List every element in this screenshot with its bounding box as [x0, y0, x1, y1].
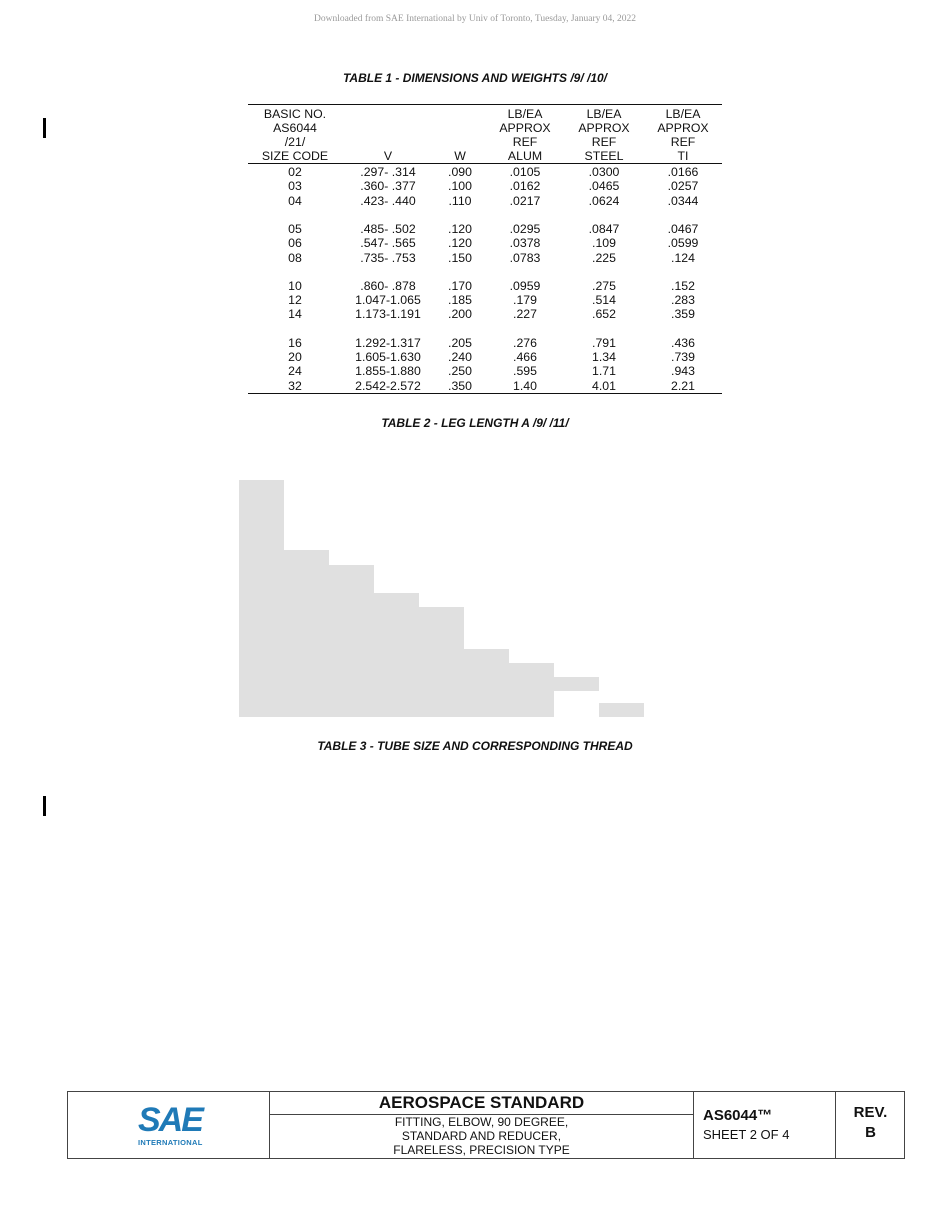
- table-cell: .0783: [509, 250, 541, 265]
- column-header: /21/: [284, 135, 306, 149]
- table-cell: 10: [288, 278, 302, 293]
- table-cell: .0300: [588, 165, 620, 179]
- table2-title: TABLE 2 - LEG LENGTH A /9/ /11/: [381, 416, 569, 430]
- table3-title: TABLE 3 - TUBE SIZE AND CORRESPONDING THREAD: [317, 739, 633, 753]
- table-cell: .225: [592, 250, 616, 265]
- change-bar: [43, 118, 46, 138]
- table-cell: .283: [671, 293, 695, 308]
- column-header: TI: [677, 149, 689, 163]
- table-cell: .436: [671, 335, 695, 350]
- table-cell: 05: [288, 221, 302, 236]
- table-cell: 03: [288, 179, 302, 194]
- table-cell: .860- .878: [360, 278, 416, 293]
- column-header: AS6044: [273, 121, 317, 135]
- table-cell: 08: [288, 250, 302, 265]
- description-line: FITTING, ELBOW, 90 DEGREE,: [394, 1115, 569, 1129]
- table-rule: [248, 393, 722, 394]
- table-cell: .595: [513, 364, 537, 379]
- column-header: STEEL: [584, 149, 624, 163]
- table-cell: .250: [448, 364, 472, 379]
- table-cell: .466: [513, 350, 537, 364]
- table-cell: .240: [448, 350, 472, 364]
- table-cell: .0465: [588, 179, 620, 194]
- table-cell: 1.173-1.191: [355, 307, 421, 322]
- table-cell: .791: [592, 335, 616, 350]
- table-cell: 02: [288, 165, 302, 179]
- table-cell: .485- .502: [360, 221, 416, 236]
- table-cell: .227: [513, 307, 537, 322]
- revision-letter: B: [865, 1124, 876, 1141]
- shaded-region: [464, 649, 509, 717]
- table-cell: .110: [448, 193, 472, 208]
- description-line: STANDARD AND REDUCER,: [401, 1129, 562, 1143]
- table-cell: .185: [448, 293, 472, 308]
- table-cell: .0847: [588, 221, 620, 236]
- table-cell: 1.292-1.317: [355, 335, 421, 350]
- table-cell: .090: [448, 165, 472, 179]
- table-cell: .205: [448, 335, 472, 350]
- table-cell: .0599: [667, 236, 699, 251]
- change-bar: [43, 796, 46, 816]
- column-header: APPROX: [657, 121, 709, 135]
- table-cell: .735- .753: [360, 250, 416, 265]
- table-cell: .170: [448, 278, 472, 293]
- table-rule: [248, 163, 722, 164]
- table-cell: .276: [513, 335, 537, 350]
- table-cell: 1.71: [592, 364, 616, 379]
- table-cell: 1.605-1.630: [355, 350, 421, 364]
- table-cell: .109: [592, 236, 616, 251]
- download-watermark: Downloaded from SAE International by Univ of Toronto, Tuesday, January 04, 2022: [313, 14, 637, 24]
- table-cell: .359: [671, 307, 695, 322]
- table-cell: .0257: [667, 179, 699, 194]
- table-cell: 12: [288, 293, 302, 308]
- table-cell: 24: [288, 364, 302, 379]
- shaded-region: [284, 550, 329, 717]
- column-header: SIZE CODE: [261, 149, 329, 163]
- column-header: LB/EA: [507, 107, 543, 121]
- table-cell: .179: [513, 293, 537, 308]
- column-header: REF: [512, 135, 538, 149]
- table-cell: 14: [288, 307, 302, 322]
- shaded-region: [509, 663, 554, 717]
- shaded-region: [599, 703, 644, 717]
- table-cell: .152: [671, 278, 695, 293]
- shaded-region: [419, 607, 464, 717]
- column-header: REF: [591, 135, 617, 149]
- table-cell: .0217: [509, 193, 541, 208]
- shaded-region: [554, 677, 599, 691]
- column-header: W: [454, 149, 466, 163]
- part-description: [270, 1115, 693, 1157]
- table-cell: 4.01: [592, 378, 616, 393]
- table-cell: 20: [288, 350, 302, 364]
- table-cell: .547- .565: [360, 236, 416, 251]
- column-header: V: [383, 149, 393, 163]
- table-cell: .360- .377: [360, 179, 416, 194]
- table-cell: 1.047-1.065: [355, 293, 421, 308]
- table1-title: TABLE 1 - DIMENSIONS AND WEIGHTS /9/ /10/: [342, 71, 608, 85]
- shaded-region: [329, 565, 374, 718]
- table-cell: .0378: [509, 236, 541, 251]
- revision-label: REV.: [853, 1104, 888, 1121]
- table-cell: 32: [288, 378, 302, 393]
- table-cell: .200: [448, 307, 472, 322]
- column-header: BASIC NO.: [263, 107, 327, 121]
- table-cell: 06: [288, 236, 302, 251]
- table-cell: .0166: [667, 165, 699, 179]
- sae-logo-subtitle: INTERNATIONAL: [138, 1138, 203, 1147]
- column-header: ALUM: [507, 149, 543, 163]
- table-cell: .0162: [509, 179, 541, 194]
- sheet-number: SHEET 2 OF 4: [703, 1127, 790, 1142]
- table-cell: 1.34: [592, 350, 616, 364]
- table-cell: .100: [448, 179, 472, 194]
- shaded-region: [374, 593, 419, 717]
- column-header: REF: [670, 135, 696, 149]
- column-header: APPROX: [499, 121, 551, 135]
- table-cell: .120: [448, 221, 472, 236]
- table-cell: 2.21: [671, 378, 695, 393]
- column-header: APPROX: [578, 121, 630, 135]
- column-header: LB/EA: [586, 107, 622, 121]
- table-cell: .423- .440: [360, 193, 416, 208]
- table-cell: .120: [448, 236, 472, 251]
- table-cell: .0624: [588, 193, 620, 208]
- table-cell: .943: [671, 364, 695, 379]
- standard-title: AEROSPACE STANDARD: [378, 1093, 585, 1112]
- column-header: LB/EA: [665, 107, 701, 121]
- table-cell: 1.855-1.880: [355, 364, 421, 379]
- table-cell: 16: [288, 335, 302, 350]
- table-rule: [248, 104, 722, 105]
- description-line: FLARELESS, PRECISION TYPE: [393, 1143, 570, 1157]
- sae-logo: SAE: [138, 1101, 202, 1139]
- table-cell: .350: [448, 378, 472, 393]
- table-cell: .124: [671, 250, 695, 265]
- title-block: [67, 1091, 905, 1159]
- table-cell: 04: [288, 193, 302, 208]
- table-cell: .0959: [509, 278, 541, 293]
- table-cell: .0295: [509, 221, 541, 236]
- table-cell: .0467: [667, 221, 699, 236]
- table-cell: .275: [592, 278, 616, 293]
- table-cell: .652: [592, 307, 616, 322]
- table-cell: .0105: [509, 165, 541, 179]
- table-cell: .0344: [667, 193, 699, 208]
- table-cell: .514: [592, 293, 616, 308]
- table-cell: 1.40: [513, 378, 537, 393]
- table-cell: .297- .314: [360, 165, 416, 179]
- table-cell: 2.542-2.572: [355, 378, 421, 393]
- table-cell: .739: [671, 350, 695, 364]
- shaded-region: [239, 480, 284, 717]
- document-number: AS6044™: [703, 1107, 773, 1124]
- table-cell: .150: [448, 250, 472, 265]
